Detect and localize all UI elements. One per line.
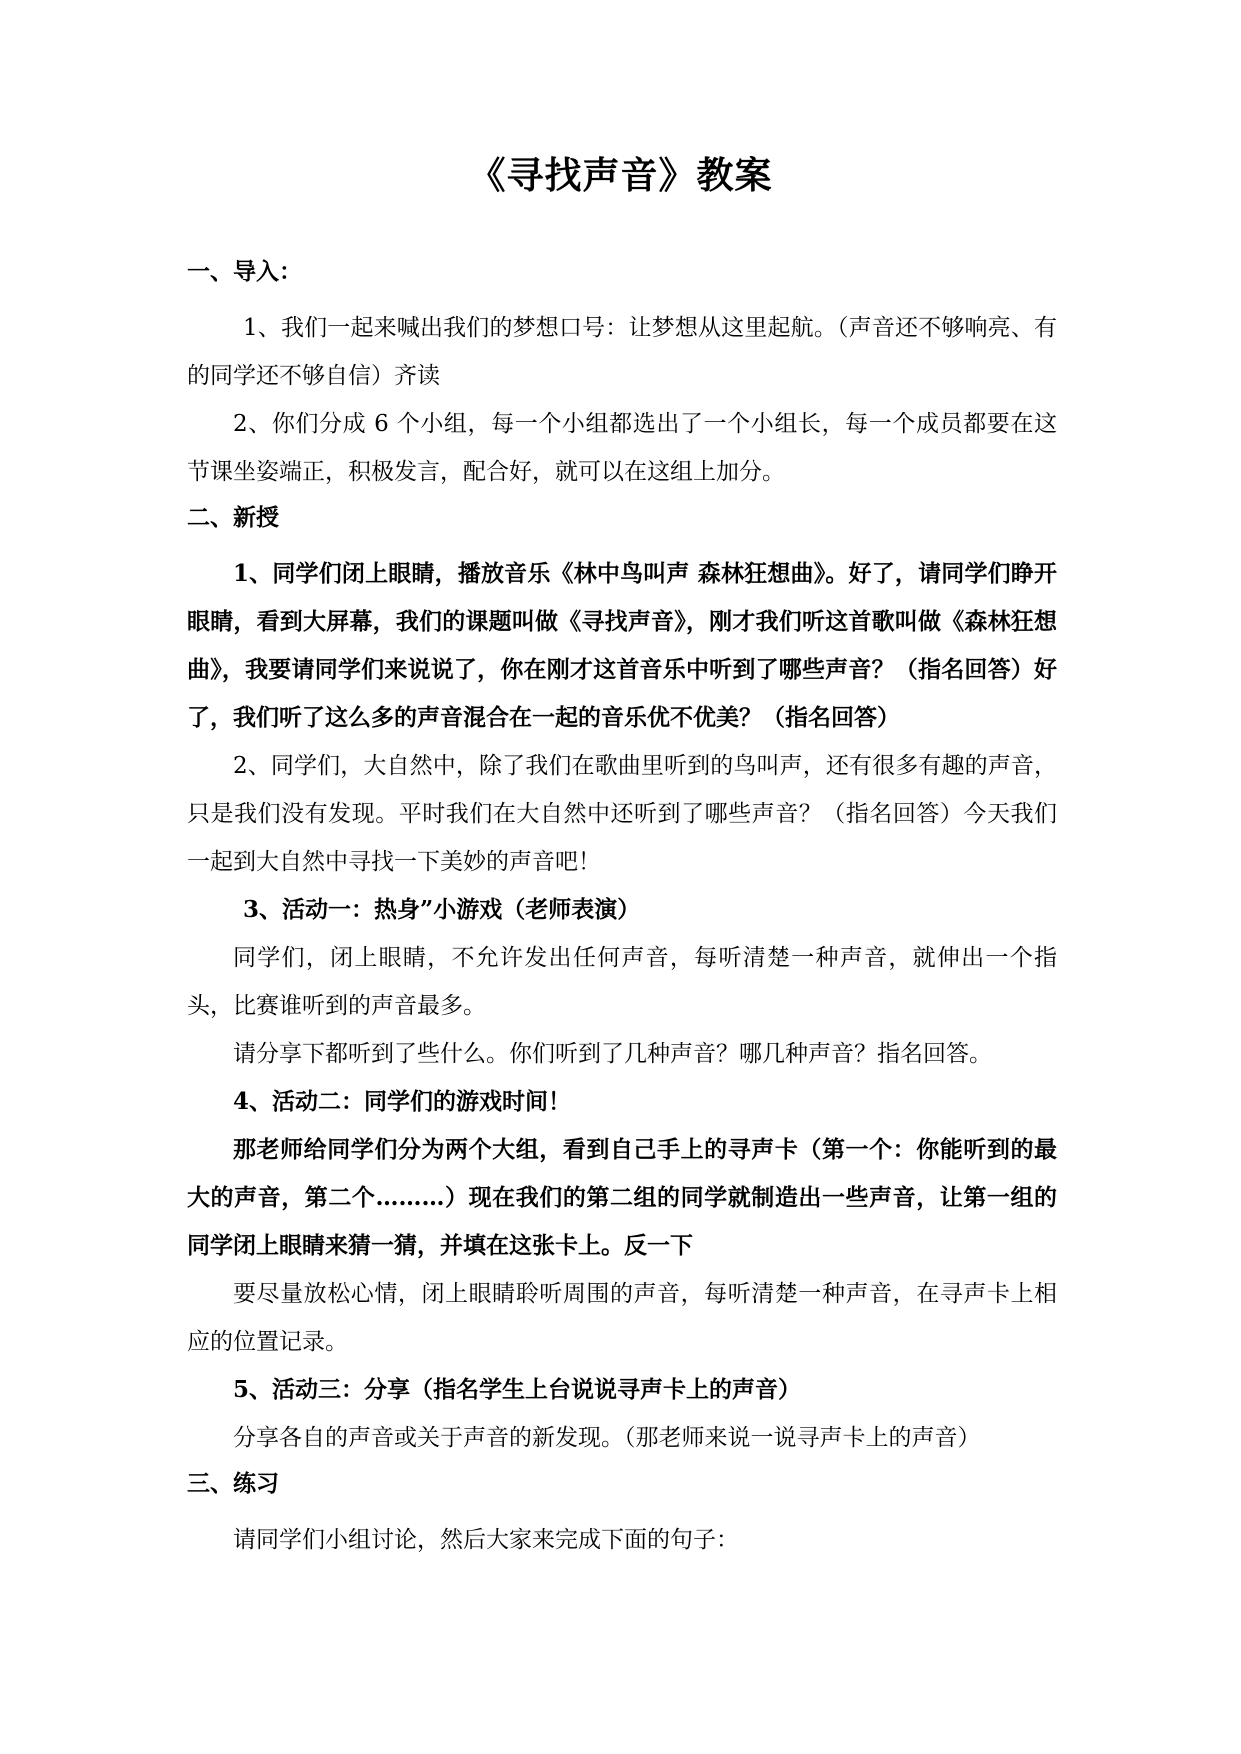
paragraph: 2、同学们，大自然中，除了我们在歌曲里听到的鸟叫声，还有很多有趣的声音，只是我们没有发现。平时我们在大自然中还听到了哪些声音？（指名回答）今天我们一起到大自然中寻找一下美妙的声音吧！ <box>187 753 1057 875</box>
activity-heading: 4、活动二：同学们的游戏时间！ <box>233 1088 572 1115</box>
paragraph: 1、同学们闭上眼睛，播放音乐《林中鸟叫声 森林狂想曲》。好了，请同学们睁开眼睛，看到大屏幕，我们的课题叫做《寻找声音》，刚才我们听这首歌叫做《森林狂想曲》，我要请同学们来说说了，你在刚才这首音乐中听到了哪些声音？（指名回答）好了，我们听了这么多的声音混合在一起的音乐优不优美？（指名回答） <box>187 560 1057 731</box>
paragraph: 同学们，闭上眼睛，不允许发出任何声音，每听清楚一种声音，就伸出一个指头，比赛谁听到的声音最多。 <box>187 945 1057 1019</box>
paragraph: 请同学们小组讨论，然后大家来完成下面的句子： <box>233 1527 739 1553</box>
paragraph: 那老师给同学们分为两个大组，看到自己手上的寻声卡（第一个：你能听到的最大的声音，第二个………）现在我们的第二组的同学就制造出一些声音，让第一组的同学闭上眼睛来猜一猜，并填在这张卡上。反一下 <box>187 1136 1057 1259</box>
section-heading-practice: 三、练习 <box>187 1470 279 1497</box>
activity-heading: 3、活动一：热身”小游戏（老师表演） <box>243 896 641 923</box>
section-heading-intro: 一、导入： <box>187 258 302 285</box>
paragraph: 要尽量放松心情，闭上眼睛聆听周围的声音，每听清楚一种声音，在寻声卡上相应的位置记录。 <box>187 1281 1057 1355</box>
paragraph: 2、你们分成 6 个小组，每一个小组都选出了一个小组长，每一个成员都要在这节课坐姿端正，积极发言，配合好，就可以在这组上加分。 <box>187 411 1057 485</box>
paragraph: 1、我们一起来喊出我们的梦想口号：让梦想从这里起航。（声音还不够响亮、有的同学还不够自信）齐读 <box>187 315 1057 389</box>
document-body <box>187 256 1057 1564</box>
paragraph: 请分享下都听到了些什么。你们听到了几种声音？哪几种声音？指名回答。 <box>233 1041 992 1067</box>
section-heading-new-lesson: 二、新授 <box>187 504 279 531</box>
activity-heading: 5、活动三：分享（指名学生上台说说寻声卡上的声音） <box>233 1376 802 1403</box>
paragraph: 分享各自的声音或关于声音的新发现。（那老师来说一说寻声卡上的声音） <box>233 1425 981 1451</box>
document-title: 《寻找声音》教案 <box>468 153 773 197</box>
